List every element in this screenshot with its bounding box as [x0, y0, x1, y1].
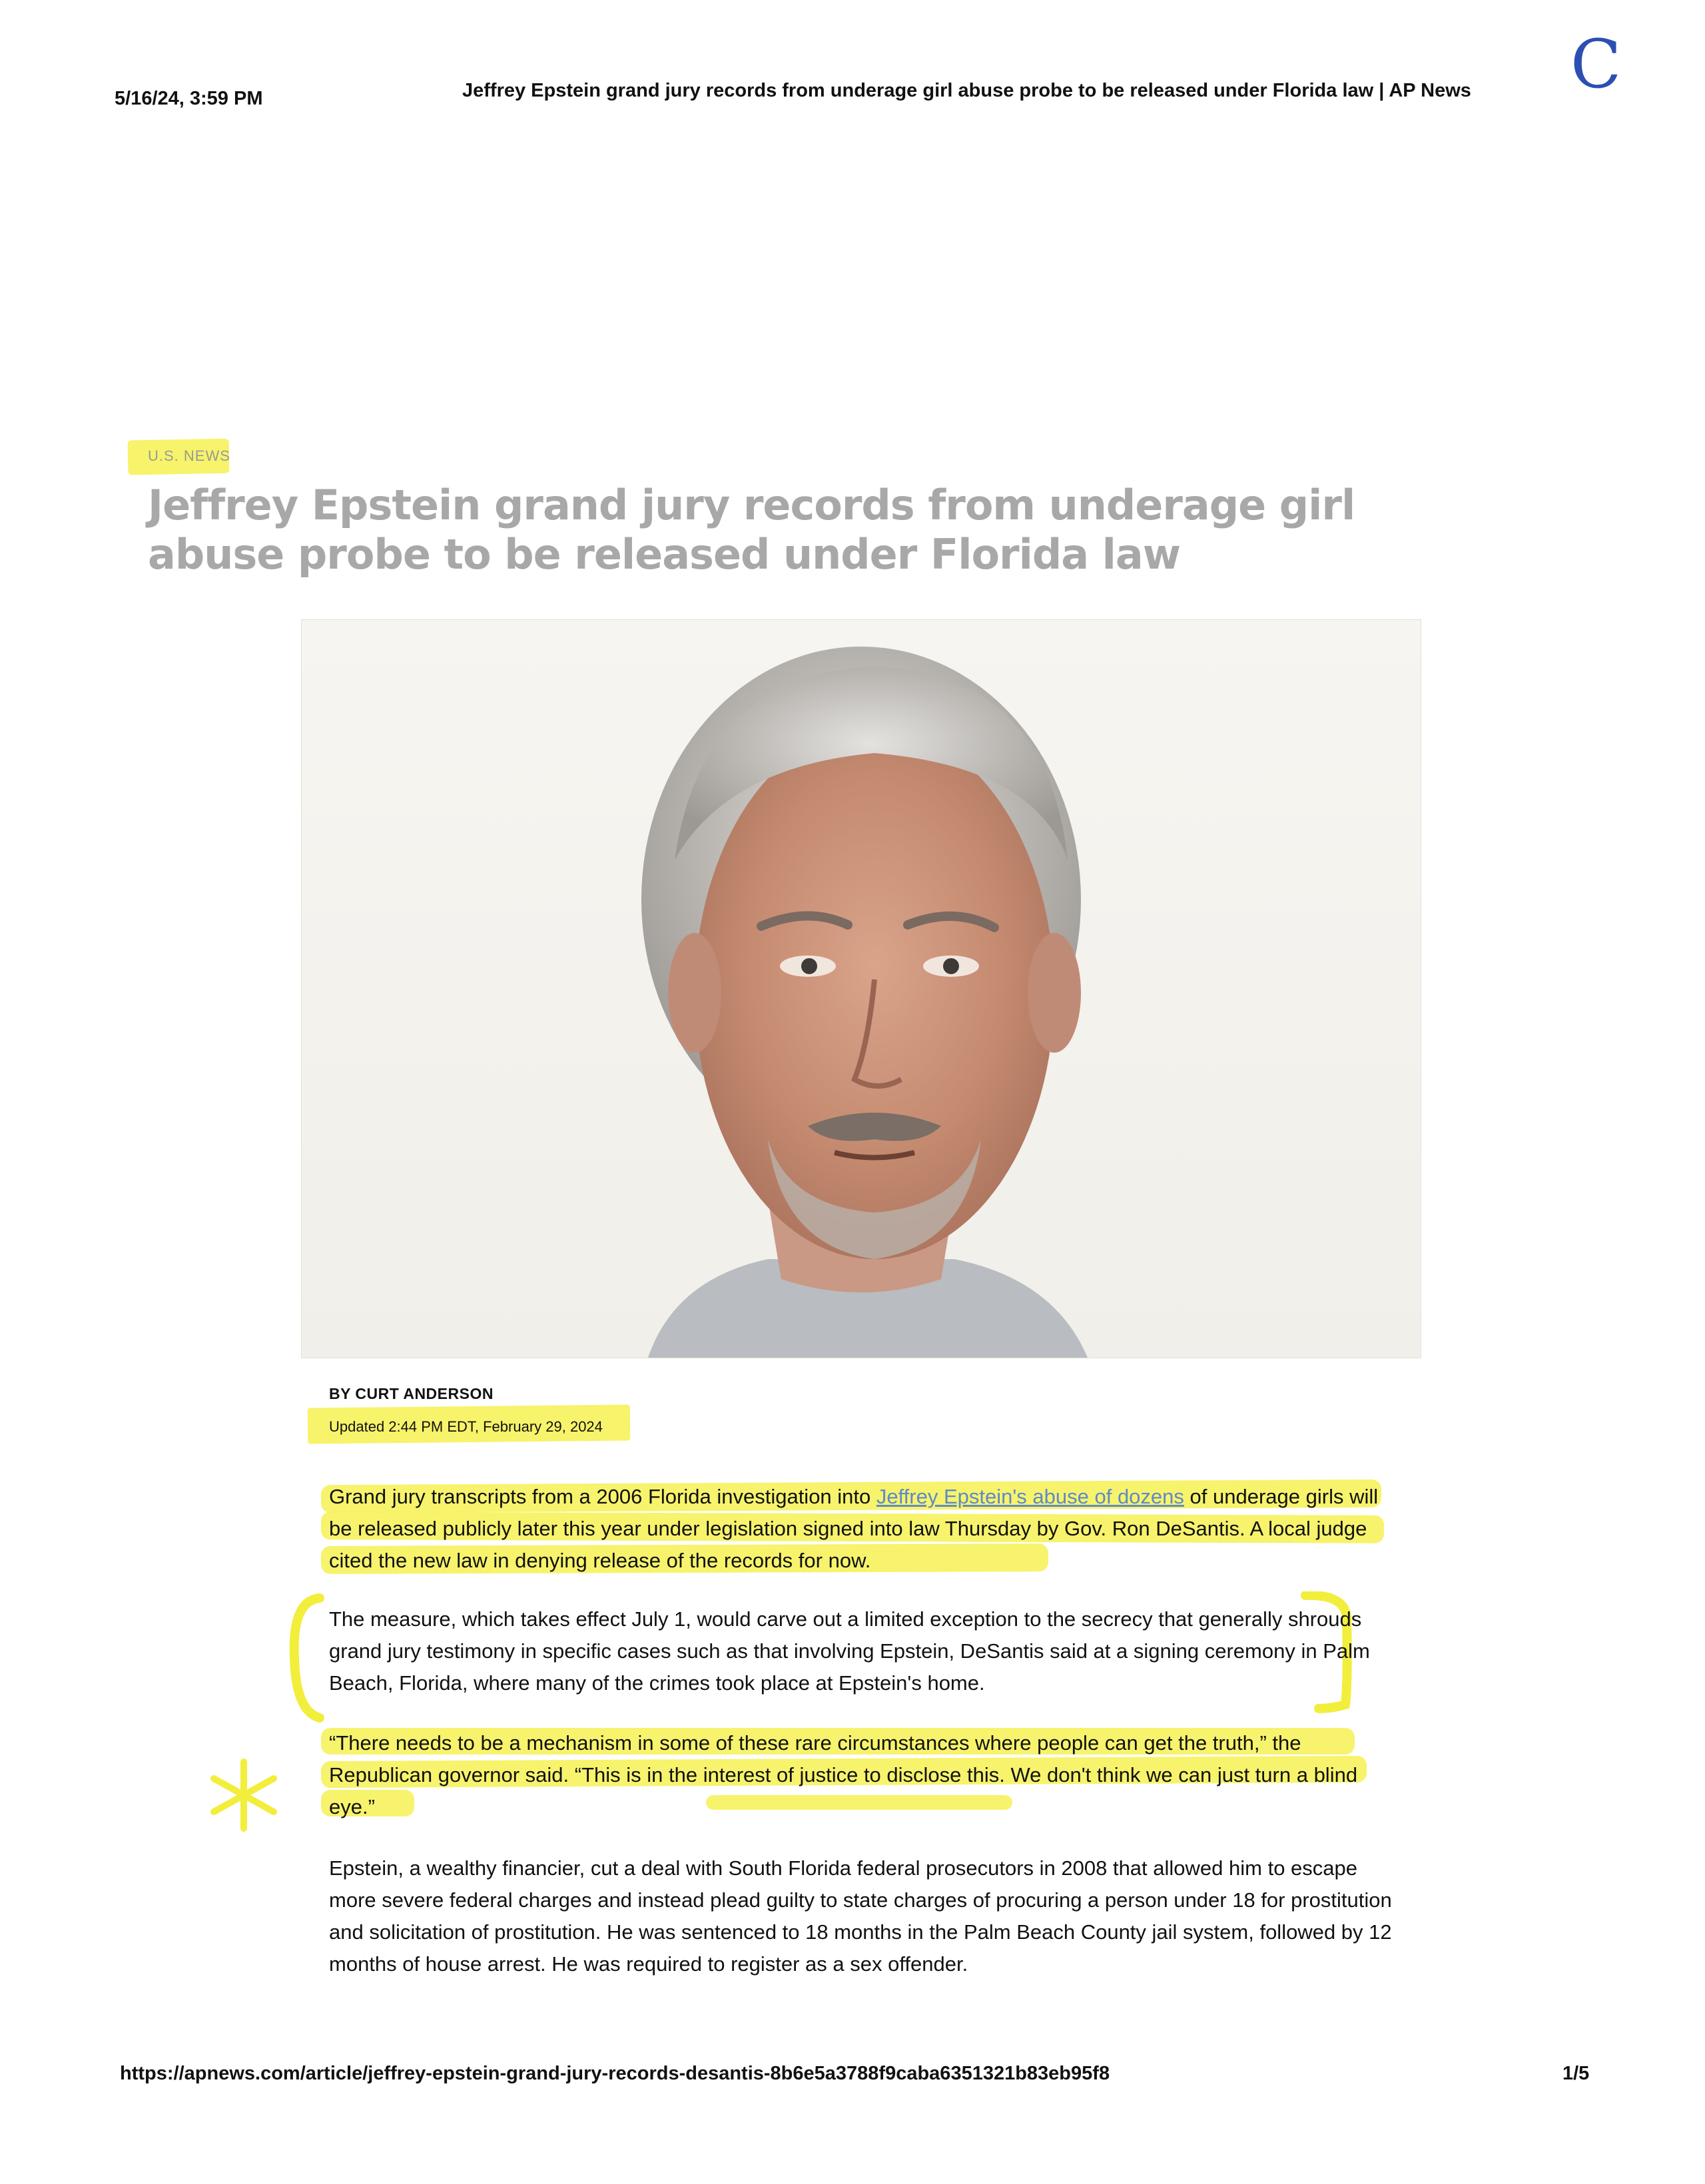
- print-page-title: Jeffrey Epstein grand jury records from underage girl abuse probe to be released under Florida law | AP News: [462, 80, 1471, 101]
- updated-timestamp: Updated 2:44 PM EDT, February 29, 2024: [329, 1418, 603, 1435]
- page-number: 1/5: [1562, 2063, 1590, 2084]
- portrait-illustration: [302, 620, 1421, 1358]
- p1-text-before: Grand jury transcripts from a 2006 Florida investigation into: [329, 1485, 876, 1508]
- article-headline: Jeffrey Epstein grand jury records from underage girl abuse probe to be released under Florida law: [148, 481, 1355, 579]
- section-label[interactable]: U.S. NEWS: [148, 447, 230, 464]
- byline: BY CURT ANDERSON: [329, 1385, 494, 1402]
- paragraph-1: [329, 1481, 1395, 1577]
- p1-text-after: of underage girls will be released publicly later this year under legislation signed into law Thursday by Gov. Ron DeSantis. A local judge cited the new law in denying release of the records for now.: [329, 1485, 1379, 1572]
- print-header: [115, 75, 1566, 115]
- paragraph-3: “There needs to be a mechanism in some of these rare circumstances where people can get the truth,” the Republican governor said. “This is in the interest of justice to disclose this. We don't think we can just turn a blind eye.”: [329, 1731, 1358, 1818]
- p1-link[interactable]: Jeffrey Epstein's abuse of dozens: [876, 1485, 1184, 1508]
- asterisk-annotation: [204, 1755, 284, 1835]
- article-photo: [301, 619, 1421, 1358]
- paragraph-4: Epstein, a wealthy financier, cut a deal with South Florida federal prosecutors in 2008 that allowed him to escape more severe federal charges and instead plead guilty to state charges of procuring a person under 18 for prostitution and solicitation of prostitution. He was sentenced to 18 months in the Palm Beach County jail system, followed by 12 months of house arrest. He was required to register as a sex offender.: [329, 1856, 1392, 1976]
- handwritten-mark: C: [1570, 25, 1622, 103]
- paragraph-2: The measure, which takes effect July 1, would carve out a limited exception to the secrecy that generally shrouds grand jury testimony in specific cases such as that involving Epstein, DeSantis said at a signing ceremony in Palm Beach, Florida, where many of the crimes took place at Epstein's home.: [329, 1607, 1370, 1695]
- print-date: 5/16/24, 3:59 PM: [115, 88, 263, 109]
- footer-url: https://apnews.com/article/jeffrey-epstein-grand-jury-records-desantis-8b6e5a3788f9caba6351321b83eb95f8: [120, 2063, 1110, 2084]
